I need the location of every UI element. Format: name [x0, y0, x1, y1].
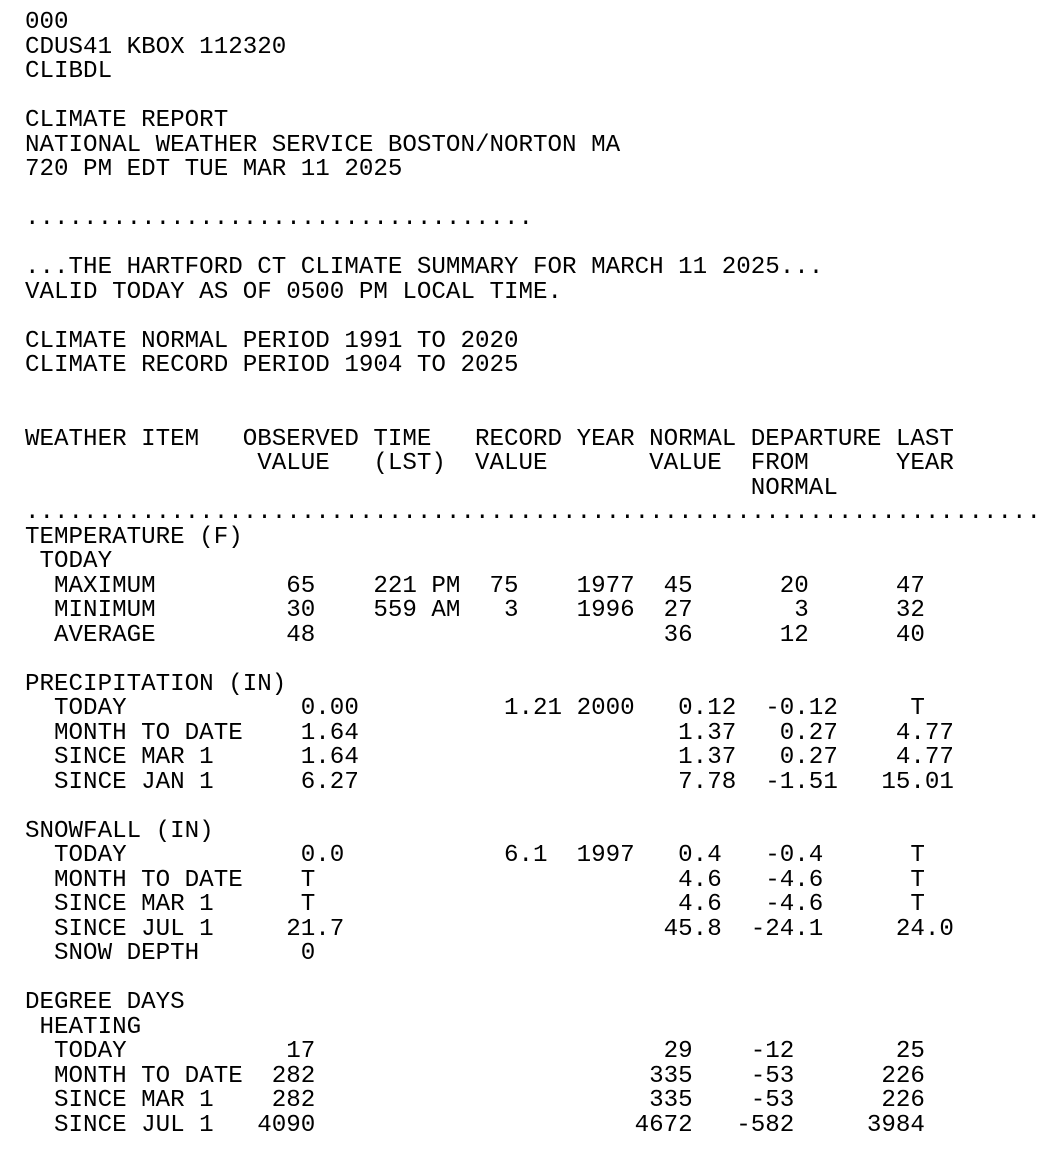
table-row: AVERAGE 48 36 12 40 [25, 621, 925, 649]
report-line: CLIMATE REPORT [25, 107, 229, 134]
report-line [25, 305, 1041, 330]
section-heading: DEGREE DAYS [25, 989, 185, 1016]
table-row: MONTH TO DATE 282 335 -53 226 [25, 1062, 925, 1090]
report-line: ................................... [25, 205, 534, 232]
table-header-line: NORMAL [25, 474, 838, 502]
report-line: 000 [25, 9, 69, 36]
section-heading: PRECIPITATION (IN) [25, 670, 287, 698]
table-row: MAXIMUM 65 221 PM 75 1977 45 20 47 [25, 572, 925, 600]
report-line [25, 232, 1041, 257]
table-row: SINCE MAR 1 282 335 -53 226 [25, 1087, 925, 1114]
table-row: SINCE JAN 1 6.27 7.78 -1.51 15.01 [25, 768, 954, 796]
table-row: MONTH TO DATE T 4.6 -4.6 T [25, 866, 925, 894]
section-heading: SNOWFALL (IN) [25, 817, 214, 845]
table-row: SNOW DEPTH 0 [25, 940, 316, 967]
report-line: CDUS41 KBOX 112320 [25, 33, 287, 61]
report-line [25, 967, 1041, 992]
dotted-divider: ...................................................................... [25, 499, 1042, 526]
table-row: MINIMUM 30 559 AM 3 1996 27 3 32 [25, 597, 925, 624]
report-line: CLIMATE NORMAL PERIOD 1991 TO 2020 [25, 327, 519, 355]
table-row: SINCE JUL 1 21.7 45.8 -24.1 24.0 [25, 915, 954, 943]
report-line [25, 85, 1041, 110]
table-header-line: WEATHER ITEM OBSERVED TIME RECORD YEAR NORMAL DEPARTURE LAST [25, 425, 954, 453]
report-line: ...THE HARTFORD CT CLIMATE SUMMARY FOR MARCH 11 2025... [25, 254, 824, 281]
report-line: CLIMATE RECORD PERIOD 1904 TO 2025 [25, 352, 519, 379]
table-header-line: VALUE (LST) VALUE VALUE FROM YEAR [25, 450, 954, 477]
report-line: CLIBDL [25, 58, 113, 85]
report-line [25, 183, 1041, 208]
table-row: TODAY 0.00 1.21 2000 0.12 -0.12 T [25, 695, 925, 722]
report-line: NATIONAL WEATHER SERVICE BOSTON/NORTON MA [25, 131, 621, 159]
table-row: SINCE JUL 1 4090 4672 -582 3984 [25, 1111, 925, 1139]
report-line [25, 795, 1041, 820]
climate-report-text [25, 11, 1041, 1138]
subsection-heading: TODAY [25, 548, 113, 575]
report-line [25, 403, 1041, 428]
table-row: TODAY 17 29 -12 25 [25, 1038, 925, 1065]
section-heading: TEMPERATURE (F) [25, 523, 243, 551]
table-row: TODAY 0.0 6.1 1997 0.4 -0.4 T [25, 842, 925, 869]
report-line [25, 648, 1041, 673]
table-row: SINCE MAR 1 T 4.6 -4.6 T [25, 891, 925, 918]
report-line: 720 PM EDT TUE MAR 11 2025 [25, 156, 403, 183]
subsection-heading: HEATING [25, 1013, 142, 1041]
table-row: SINCE MAR 1 1.64 1.37 0.27 4.77 [25, 744, 954, 771]
report-line: VALID TODAY AS OF 0500 PM LOCAL TIME. [25, 278, 563, 306]
table-row: MONTH TO DATE 1.64 1.37 0.27 4.77 [25, 719, 954, 747]
report-line [25, 379, 1041, 404]
